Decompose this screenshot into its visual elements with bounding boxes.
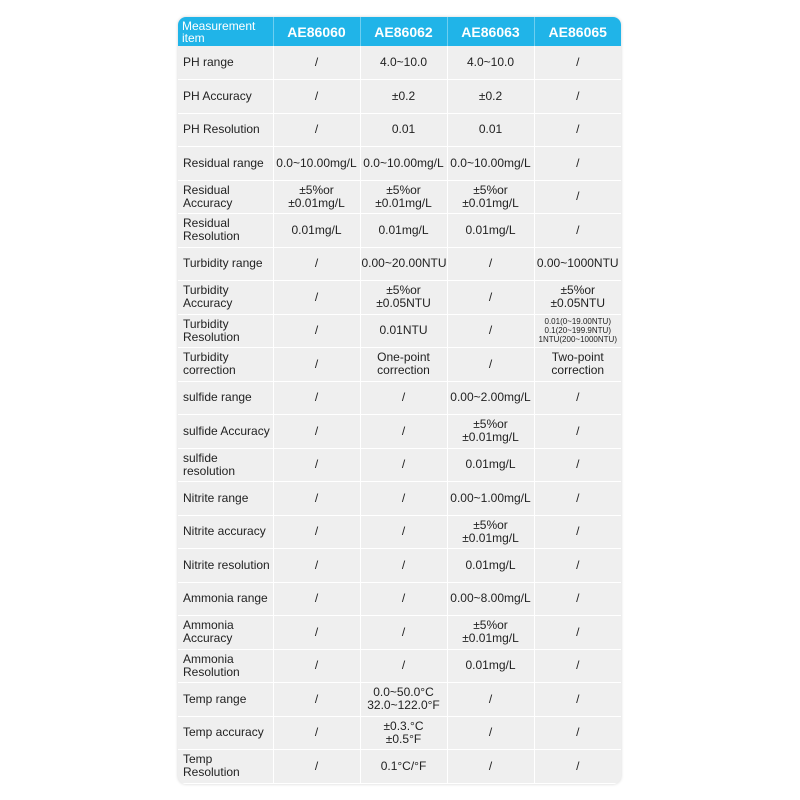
table-cell: / [534, 549, 621, 583]
table-cell: / [447, 281, 534, 315]
table-cell: ±5%or ±0.01mg/L [360, 180, 447, 214]
spec-table [178, 17, 621, 784]
table-cell: ±0.3.°C ±0.5°F [360, 716, 447, 750]
table-cell: / [273, 683, 360, 717]
table-row [178, 281, 621, 315]
table-cell: / [273, 46, 360, 80]
table-row [178, 649, 621, 683]
table-cell: 0.01mg/L [447, 448, 534, 482]
table-row [178, 214, 621, 248]
row-label: sulfide range [178, 381, 273, 415]
table-cell: / [360, 448, 447, 482]
table-cell: ±5%or ±0.05NTU [360, 281, 447, 315]
table-cell: 0.01NTU [360, 314, 447, 348]
table-cell: / [273, 616, 360, 650]
header-model-2: AE86062 [360, 17, 447, 46]
table-cell: 0.01(0~19.00NTU) 0.1(20~199.9NTU) 1NTU(200~1000NTU) [534, 314, 621, 348]
table-cell: 0.01mg/L [360, 214, 447, 248]
table-cell: / [273, 247, 360, 281]
table-cell: / [360, 616, 447, 650]
table-cell: / [273, 448, 360, 482]
table-cell: / [534, 750, 621, 784]
row-label: Ammonia Accuracy [178, 616, 273, 650]
table-cell: One-point correction [360, 348, 447, 382]
table-cell: / [273, 80, 360, 114]
table-cell: / [273, 415, 360, 449]
table-cell: ±5%or ±0.01mg/L [447, 515, 534, 549]
table-cell: ±5%or ±0.01mg/L [447, 180, 534, 214]
table-row [178, 80, 621, 114]
table-cell: / [360, 582, 447, 616]
table-cell: 0.01 [360, 113, 447, 147]
table-cell: 0.0~10.00mg/L [360, 147, 447, 181]
table-cell: ±0.2 [447, 80, 534, 114]
table-cell: / [534, 46, 621, 80]
table-row [178, 482, 621, 516]
table-row [178, 515, 621, 549]
table-cell: / [534, 113, 621, 147]
table-cell: / [273, 281, 360, 315]
row-label: Residual range [178, 147, 273, 181]
table-cell: / [273, 716, 360, 750]
table-cell: / [534, 415, 621, 449]
row-label: Turbidity Accuracy [178, 281, 273, 315]
table-cell: 0.00~1.00mg/L [447, 482, 534, 516]
table-cell: / [447, 247, 534, 281]
table-row [178, 180, 621, 214]
table-cell: / [360, 549, 447, 583]
row-label: Turbidity Resolution [178, 314, 273, 348]
table-cell: / [273, 381, 360, 415]
table-cell: / [447, 750, 534, 784]
row-label: PH Accuracy [178, 80, 273, 114]
row-label: Temp range [178, 683, 273, 717]
table-row [178, 381, 621, 415]
table-cell: / [534, 482, 621, 516]
row-label: Temp Resolution [178, 750, 273, 784]
table-header-row [178, 17, 621, 46]
row-label: Turbidity range [178, 247, 273, 281]
table-row [178, 582, 621, 616]
table-cell: / [534, 80, 621, 114]
table-cell: 0.0~10.00mg/L [447, 147, 534, 181]
table-cell: / [534, 649, 621, 683]
table-cell: 0.01mg/L [447, 214, 534, 248]
table-cell: / [534, 683, 621, 717]
table-row [178, 348, 621, 382]
row-label: Residual Resolution [178, 214, 273, 248]
table-cell: ±5%or ±0.01mg/L [447, 415, 534, 449]
table-cell: / [273, 113, 360, 147]
table-cell: ±5%or ±0.01mg/L [273, 180, 360, 214]
table-cell: / [360, 515, 447, 549]
table-cell: 0.01mg/L [447, 649, 534, 683]
table-row [178, 549, 621, 583]
table-cell: 0.0~50.0°C 32.0~122.0°F [360, 683, 447, 717]
table-cell: / [534, 381, 621, 415]
table-row [178, 314, 621, 348]
table-cell: / [534, 582, 621, 616]
table-cell: / [360, 482, 447, 516]
table-cell: 0.01mg/L [447, 549, 534, 583]
table-cell: 4.0~10.0 [360, 46, 447, 80]
table-row [178, 716, 621, 750]
table-cell: / [273, 314, 360, 348]
table-cell: / [273, 582, 360, 616]
table-cell: 0.1°C/°F [360, 750, 447, 784]
table-row [178, 616, 621, 650]
table-cell: / [534, 214, 621, 248]
row-label: Nitrite accuracy [178, 515, 273, 549]
table-cell: / [273, 549, 360, 583]
row-label: Temp accuracy [178, 716, 273, 750]
row-label: Turbidity correction [178, 348, 273, 382]
table-cell: / [360, 649, 447, 683]
table-cell: / [534, 515, 621, 549]
row-label: Nitrite range [178, 482, 273, 516]
table-cell: 4.0~10.0 [447, 46, 534, 80]
table-row [178, 683, 621, 717]
spec-table-container [178, 17, 621, 784]
table-cell: / [447, 683, 534, 717]
table-cell: / [447, 348, 534, 382]
table-row [178, 415, 621, 449]
table-cell: 0.01 [447, 113, 534, 147]
table-row [178, 448, 621, 482]
row-label: Residual Accuracy [178, 180, 273, 214]
table-cell: 0.0~10.00mg/L [273, 147, 360, 181]
header-model-1: AE86060 [273, 17, 360, 46]
table-row [178, 750, 621, 784]
row-label: PH Resolution [178, 113, 273, 147]
row-label: Nitrite resolution [178, 549, 273, 583]
table-body [178, 46, 621, 783]
table-cell: / [534, 616, 621, 650]
table-cell: 0.01mg/L [273, 214, 360, 248]
table-row [178, 46, 621, 80]
table-cell: ±0.2 [360, 80, 447, 114]
row-label: Ammonia Resolution [178, 649, 273, 683]
header-measurement-item: Measurement item [178, 17, 273, 46]
table-cell: / [447, 314, 534, 348]
table-cell: / [273, 649, 360, 683]
table-cell: Two-point correction [534, 348, 621, 382]
row-label: PH range [178, 46, 273, 80]
table-row [178, 113, 621, 147]
table-cell: ±5%or ±0.01mg/L [447, 616, 534, 650]
table-cell: / [273, 750, 360, 784]
header-model-3: AE86063 [447, 17, 534, 46]
row-label: sulfide resolution [178, 448, 273, 482]
table-cell: 0.00~1000NTU [534, 247, 621, 281]
table-cell: / [360, 381, 447, 415]
table-cell: / [534, 147, 621, 181]
table-cell: / [534, 180, 621, 214]
table-cell: / [360, 415, 447, 449]
table-cell: 0.00~2.00mg/L [447, 381, 534, 415]
table-cell: / [447, 716, 534, 750]
table-cell: / [534, 448, 621, 482]
table-row [178, 147, 621, 181]
table-cell: ±5%or ±0.05NTU [534, 281, 621, 315]
table-cell: / [273, 482, 360, 516]
header-model-4: AE86065 [548, 23, 607, 40]
table-cell: / [534, 716, 621, 750]
table-cell: / [273, 348, 360, 382]
row-label: Ammonia range [178, 582, 273, 616]
table-cell: 0.00~20.00NTU [360, 247, 447, 281]
table-cell: / [273, 515, 360, 549]
table-cell: 0.00~8.00mg/L [447, 582, 534, 616]
table-row [178, 247, 621, 281]
row-label: sulfide Accuracy [178, 415, 273, 449]
